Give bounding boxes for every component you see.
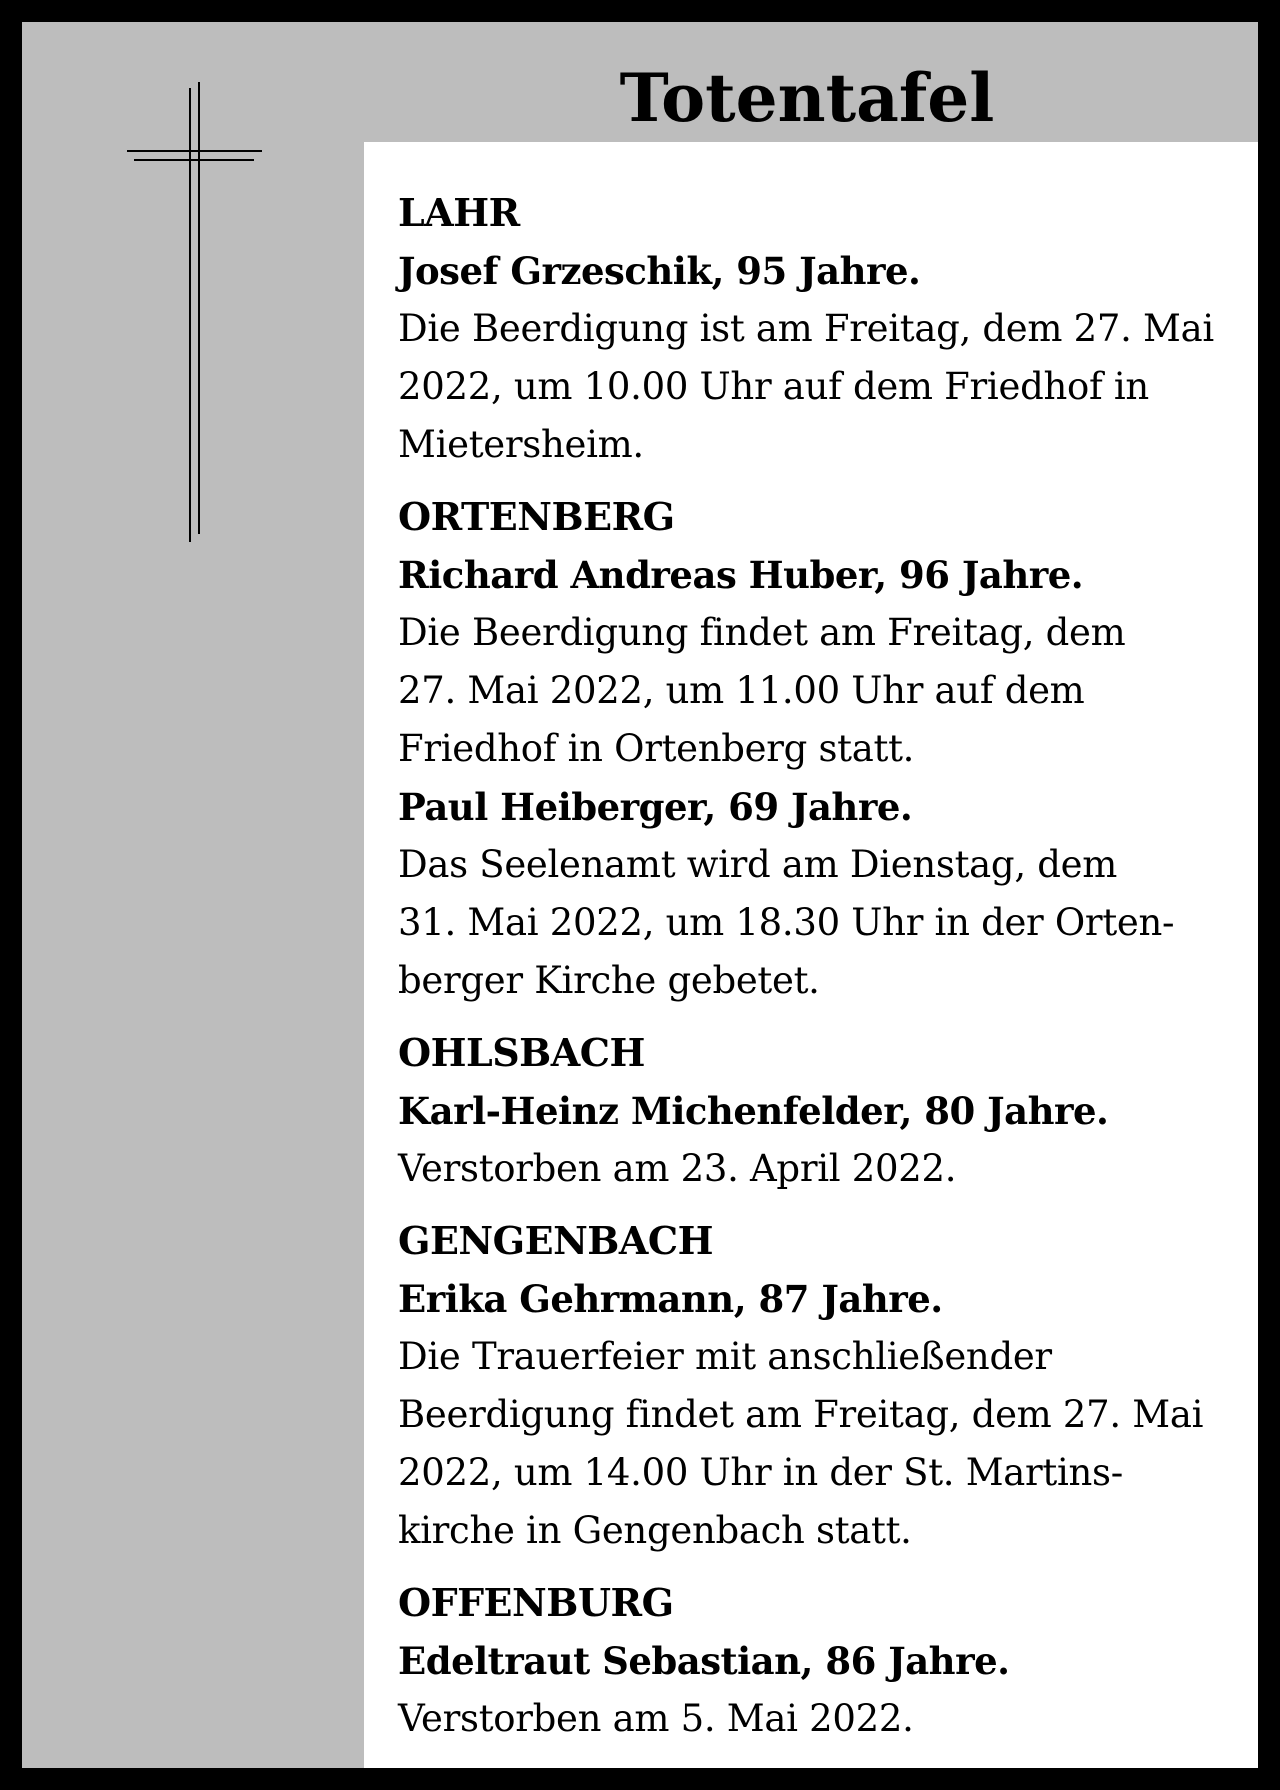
section-ohlsbach: [398, 1024, 1238, 1198]
region-heading: OHLSBACH: [398, 1030, 645, 1075]
funeral-details: Die Trauerfeier mit anschließender Beerdigung findet am Freitag, dem 27. Mai 2022, um 14.00 Uhr in der St. Martins- kirche in Gengenbach statt.: [398, 1335, 1204, 1552]
deceased-name: Edeltraut Sebastian, 86 Jahre.: [398, 1639, 1010, 1683]
section-offenburg: [398, 1574, 1238, 1748]
page-title: Totentafel: [619, 59, 995, 137]
region-heading: ORTENBERG: [398, 494, 675, 539]
region-heading: GENGENBACH: [398, 1218, 714, 1263]
funeral-details: Verstorben am 5. Mai 2022.: [398, 1697, 914, 1740]
obituary-board: [22, 22, 1258, 1768]
funeral-details: Die Beerdigung ist am Freitag, dem 27. Mai 2022, um 10.00 Uhr auf dem Friedhof in Mietersheim.: [398, 307, 1214, 466]
funeral-details: Die Beerdigung findet am Freitag, dem 27. Mai 2022, um 11.00 Uhr auf dem Friedhof in Ortenberg statt.: [398, 611, 1126, 770]
cross-icon: [102, 62, 262, 562]
funeral-details: Verstorben am 23. April 2022.: [398, 1147, 957, 1190]
region-heading: OFFENBURG: [398, 1580, 674, 1625]
deceased-name: Erika Gehrmann, 87 Jahre.: [398, 1277, 943, 1321]
deceased-name: Karl-Heinz Michenfelder, 80 Jahre.: [398, 1089, 1109, 1133]
section-ortenberg: [398, 488, 1238, 1010]
deceased-name: Josef Grzeschik, 95 Jahre.: [398, 249, 921, 293]
region-heading: LAHR: [398, 190, 520, 235]
section-lahr: [398, 184, 1238, 474]
section-gengenbach: [398, 1212, 1238, 1560]
deceased-name: Paul Heiberger, 69 Jahre.: [398, 785, 913, 829]
obituary-list: [364, 142, 1258, 1768]
funeral-details: Das Seelenamt wird am Dienstag, dem 31. Mai 2022, um 18.30 Uhr in der Orten- berger Kirche gebetet.: [398, 843, 1175, 1002]
deceased-name: Richard Andreas Huber, 96 Jahre.: [398, 553, 1084, 597]
